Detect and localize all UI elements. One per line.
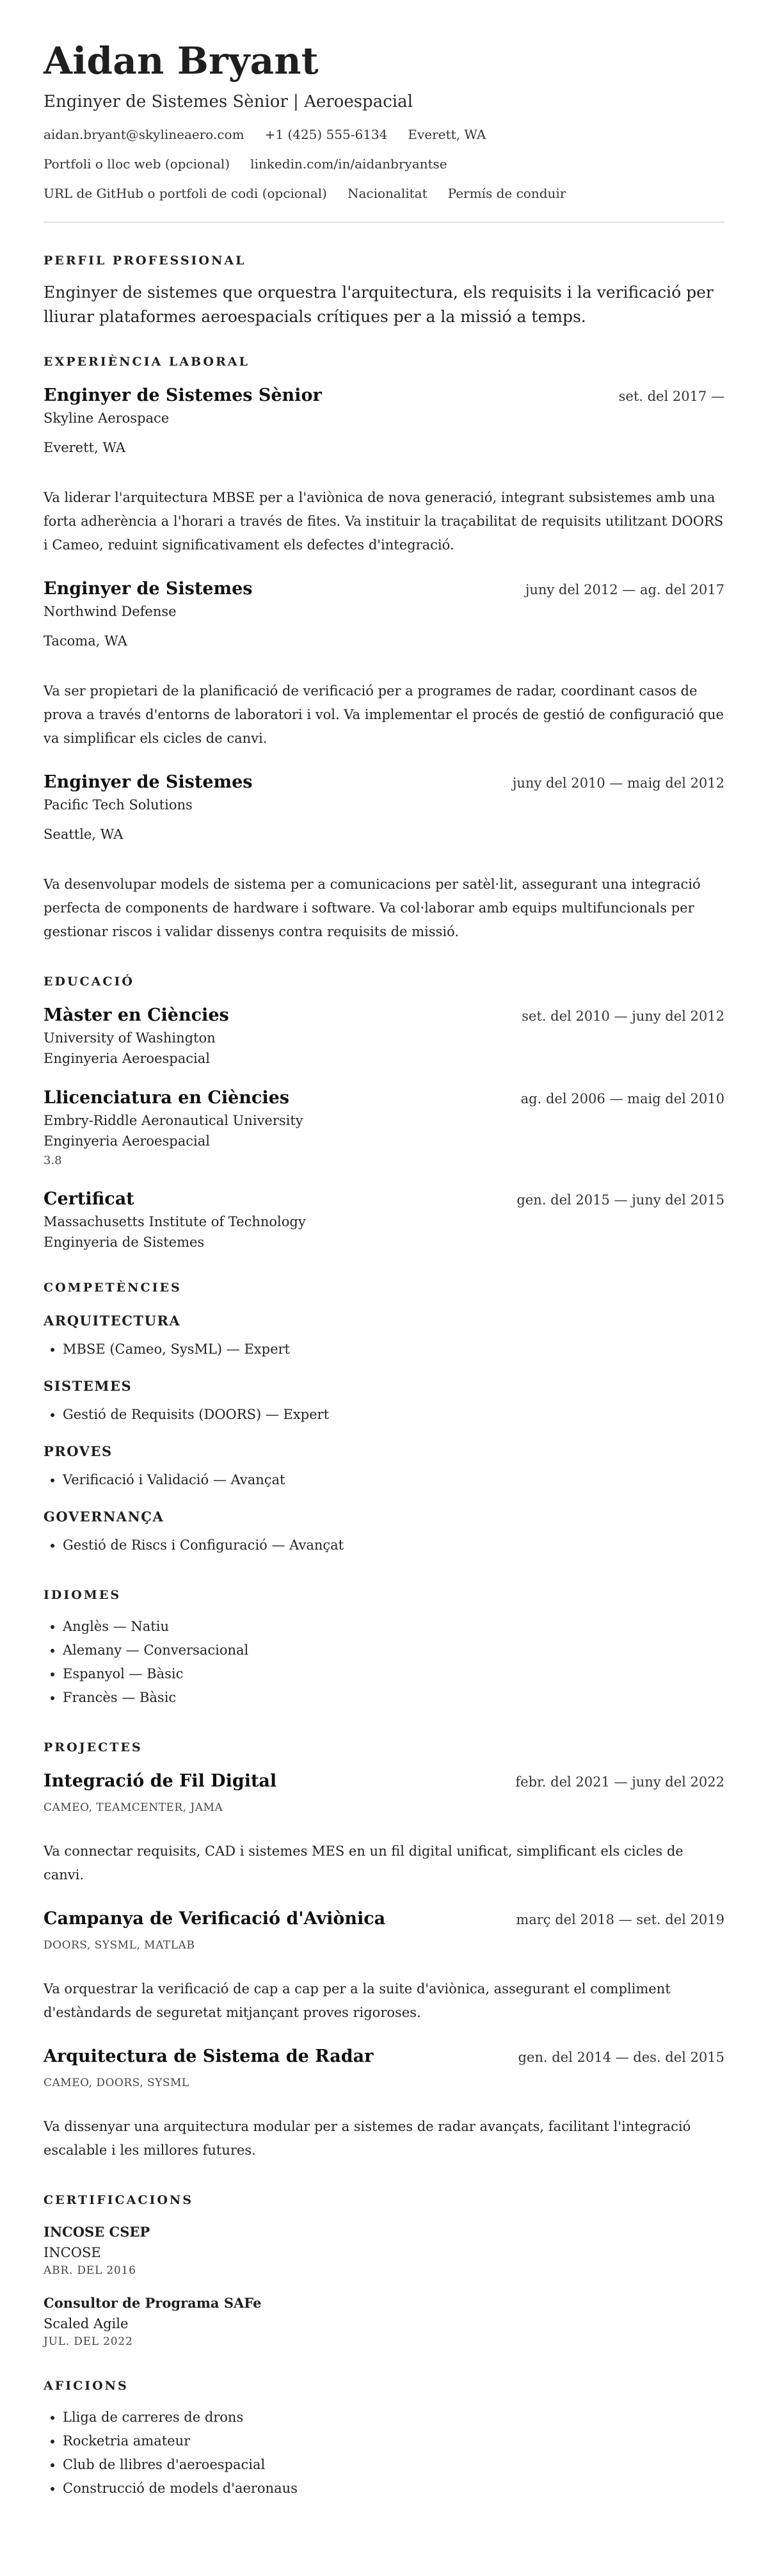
company-name: Northwind Defense — [44, 604, 177, 619]
header-divider — [44, 222, 724, 223]
job-dates: set. del 2017 — — [618, 389, 724, 404]
school-name: University of Washington — [44, 1030, 216, 1046]
project-tech: CAMEO, DOORS, SYSML — [44, 2077, 189, 2089]
contact-row-links — [44, 156, 724, 172]
certification-entry — [44, 2224, 724, 2277]
degree-title: Màster en Ciències — [44, 1005, 229, 1025]
job-dates: juny del 2012 — ag. del 2017 — [525, 582, 724, 597]
project-description: Va orquestrar la verificació de cap a cap per a la suite d'aviònica, assegurant el compliment d'estàndards de seguretat mitjançant proves rigoroses. — [44, 1981, 671, 2020]
certification-issuer: INCOSE — [44, 2245, 101, 2260]
job-location: Everett, WA — [44, 440, 126, 455]
project-entry — [44, 1771, 724, 1887]
certification-date: ABR. DEL 2016 — [44, 2264, 136, 2277]
hobby-item: • Rocketria amateur — [63, 2429, 724, 2453]
project-title: Arquitectura de Sistema de Radar — [44, 2046, 374, 2066]
skill-group-title: PROVES — [44, 1443, 113, 1459]
job-location: Seattle, WA — [44, 827, 124, 842]
hobby-list — [44, 2406, 724, 2500]
section-title-hobbies: AFICIONS — [44, 2379, 129, 2393]
skill-list — [44, 1468, 724, 1492]
job-title: Enginyer de Sistemes Sènior — [44, 385, 322, 405]
certification-date: JUL. DEL 2022 — [44, 2335, 133, 2348]
certification-issuer: Scaled Agile — [44, 2316, 129, 2331]
language-item: • Anglès — Natiu — [63, 1615, 724, 1639]
location-text: Everett, WA — [408, 127, 486, 142]
skill-group-title: ARQUITECTURA — [44, 1313, 181, 1329]
education-dates: gen. del 2015 — juny del 2015 — [516, 1192, 724, 1208]
project-title: Campanya de Verificació d'Aviònica — [44, 1909, 386, 1929]
section-title-experience: EXPERIÈNCIA LABORAL — [44, 355, 250, 369]
project-title: Integració de Fil Digital — [44, 1771, 277, 1791]
hobby-item: • Construcció de models d'aeronaus — [63, 2477, 724, 2500]
skill-item: • Verificació i Validació — Avançat — [63, 1468, 724, 1492]
email-link[interactable]: aidan.bryant@skylineaero.com — [44, 127, 244, 142]
language-list — [44, 1615, 724, 1710]
job-title: Enginyer de Sistemes — [44, 772, 253, 792]
field-of-study: Enginyeria Aeroespacial — [44, 1133, 210, 1149]
skill-group-title: SISTEMES — [44, 1378, 132, 1394]
field-of-study: Enginyeria Aeroespacial — [44, 1051, 210, 1066]
education-entry — [44, 1005, 724, 1066]
linkedin-link[interactable]: linkedin.com/in/aidanbryantse — [250, 156, 447, 172]
job-title: Enginyer de Sistemes — [44, 579, 253, 599]
project-entry — [44, 2046, 724, 2162]
field-of-study: Enginyeria de Sistemes — [44, 1235, 205, 1250]
experience-entry — [44, 385, 724, 557]
project-entry — [44, 1909, 724, 2025]
certification-entry — [44, 2295, 724, 2348]
portfolio-link[interactable]: Portfoli o lloc web (opcional) — [44, 156, 230, 172]
profile-summary: Enginyer de sistemes que orquestra l'arquitectura, els requisits i la verificació per lliurar plataformes aeroespacials crítiques per a la missió a temps. — [44, 283, 714, 326]
skill-item: • MBSE (Cameo, SysML) — Expert — [63, 1338, 724, 1361]
contact-row-extra — [44, 186, 724, 201]
contact-row-primary — [44, 127, 724, 142]
skill-list — [44, 1403, 724, 1427]
project-dates: gen. del 2014 — des. del 2015 — [518, 2050, 724, 2065]
education-dates: set. del 2010 — juny del 2012 — [522, 1009, 724, 1024]
phone-text: +1 (425) 555-6134 — [264, 127, 388, 142]
language-item: • Alemany — Conversacional — [63, 1639, 724, 1662]
project-description: Va dissenyar una arquitectura modular per a sistemes de radar avançats, facilitant l'integració escalable i les millores futures. — [44, 2119, 691, 2158]
nationality-text: Nacionalitat — [347, 186, 428, 201]
section-title-profile: PERFIL PROFESSIONAL — [44, 254, 246, 268]
job-description: Va liderar l'arquitectura MBSE per a l'aviònica de nova generació, integrant subsistemes amb una forta adherència a l'horari a través de fites. Va instituir la traçabilitat de requisits utilitzant DOORS i Cameo, reduint significativament els defectes d'integració. — [44, 490, 724, 553]
job-location: Tacoma, WA — [44, 633, 127, 649]
skill-item: • Gestió de Requisits (DOORS) — Expert — [63, 1403, 724, 1427]
job-description: Va ser propietari de la planificació de verificació per a programes de radar, coordinant casos de prova a través d'entorns de laboratori i vol. Va implementar el procés de gestió de configuració que va simplificar els cicles de canvi. — [44, 683, 724, 746]
section-title-languages: IDIOMES — [44, 1588, 122, 1602]
candidate-title: Enginyer de Sistemes Sènior | Aeroespacial — [44, 92, 413, 111]
company-name: Skyline Aerospace — [44, 410, 170, 426]
company-name: Pacific Tech Solutions — [44, 797, 193, 813]
skill-item: • Gestió de Riscs i Configuració — Avançat — [63, 1534, 724, 1557]
hobby-item: • Club de llibres d'aeroespacial — [63, 2453, 724, 2477]
section-title-education: EDUCACIÓ — [44, 975, 134, 989]
language-item: • Espanyol — Bàsic — [63, 1662, 724, 1686]
school-name: Massachusetts Institute of Technology — [44, 1214, 306, 1229]
education-entry — [44, 1088, 724, 1167]
degree-title: Certificat — [44, 1189, 134, 1209]
project-tech: DOORS, SYSML, MATLAB — [44, 1939, 195, 1952]
github-link[interactable]: URL de GitHub o portfoli de codi (opcional) — [44, 186, 327, 201]
job-dates: juny del 2010 — maig del 2012 — [512, 775, 724, 791]
driving-license-text: Permís de conduir — [447, 186, 566, 201]
language-item: • Francès — Bàsic — [63, 1686, 724, 1710]
skill-list — [44, 1338, 724, 1361]
gpa-text: 3.8 — [44, 1154, 62, 1167]
section-title-certifications: CERTIFICACIONS — [44, 2193, 193, 2207]
education-dates: ag. del 2006 — maig del 2010 — [520, 1091, 724, 1106]
skill-list — [44, 1534, 724, 1557]
experience-entry — [44, 579, 724, 750]
certification-name: INCOSE CSEP — [44, 2224, 150, 2240]
certification-name: Consultor de Programa SAFe — [44, 2295, 262, 2311]
project-dates: març del 2018 — set. del 2019 — [516, 1912, 724, 1927]
experience-entry — [44, 772, 724, 944]
education-entry — [44, 1189, 724, 1250]
section-title-projects: PROJECTES — [44, 1740, 143, 1754]
school-name: Embry-Riddle Aeronautical University — [44, 1113, 303, 1128]
project-tech: CAMEO, TEAMCENTER, JAMA — [44, 1801, 223, 1814]
hobby-item: • Lliga de carreres de drons — [63, 2406, 724, 2429]
degree-title: Llicenciatura en Ciències — [44, 1088, 289, 1108]
section-title-skills: COMPETÈNCIES — [44, 1281, 182, 1295]
project-dates: febr. del 2021 — juny del 2022 — [515, 1774, 724, 1790]
project-description: Va connectar requisits, CAD i sistemes MES en un fil digital unificat, simplificant els cicles de canvi. — [44, 1843, 684, 1883]
job-description: Va desenvolupar models de sistema per a comunicacions per satèl·lit, assegurant una integració perfecta de components de hardware i software. Va col·laborar amb equips multifuncionals per gestionar riscos i validar dissenys contra requisits de missió. — [44, 877, 701, 939]
candidate-name: Aidan Bryant — [44, 39, 319, 83]
skill-group-title: GOVERNANÇA — [44, 1509, 164, 1525]
